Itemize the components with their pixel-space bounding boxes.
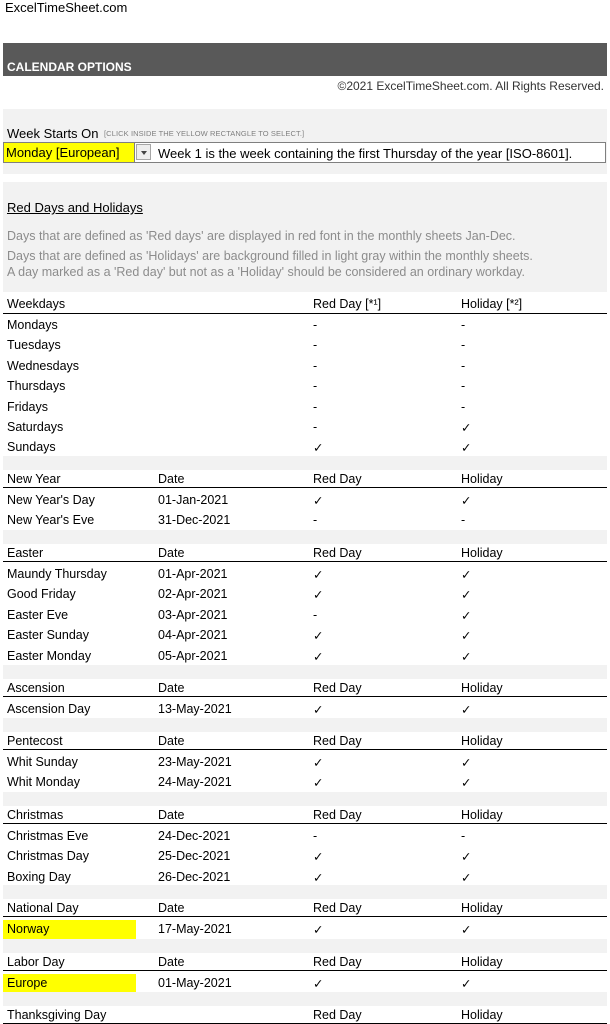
holiday-cell[interactable]: ✓: [461, 776, 472, 791]
red-day-cell[interactable]: -: [313, 420, 318, 434]
holiday-date: 25-Dec-2021: [158, 849, 231, 864]
holiday-date: 31-Dec-2021: [158, 513, 231, 528]
holiday-cell[interactable]: -: [461, 399, 466, 414]
red-day-cell[interactable]: -: [313, 513, 318, 528]
holiday-name: Christmas Eve: [7, 829, 89, 843]
red-day-column-header: Red Day [*¹]: [313, 297, 382, 311]
copyright-notice: ©2021 ExcelTimeSheet.com. All Rights Reserved.: [337, 79, 604, 93]
group-spacer: [3, 530, 607, 544]
holiday-cell[interactable]: ✓: [461, 756, 472, 770]
red-day-column-header: Red Day: [313, 681, 362, 695]
holiday-cell[interactable]: -: [461, 379, 466, 394]
holiday-date: 01-May-2021: [158, 976, 232, 990]
red-day-cell[interactable]: ✓: [313, 588, 324, 603]
red-days-info-line: Days that are defined as 'Red days' are displayed in red font in the monthly sheets Jan-Dec.: [7, 229, 516, 243]
date-column-header: Date: [158, 734, 185, 748]
holiday-date: 05-Apr-2021: [158, 648, 228, 663]
header-divider: [3, 970, 607, 971]
holiday-date: 24-May-2021: [158, 775, 232, 790]
holiday-date: 03-Apr-2021: [158, 607, 228, 622]
week-start-label: Week Starts On: [7, 126, 99, 141]
holiday-name: Whit Sunday: [7, 755, 78, 769]
holiday-name: New Year's Eve: [7, 513, 95, 528]
red-day-column-header: Red Day: [313, 734, 362, 748]
group-spacer: [3, 939, 607, 953]
group-header: Christmas: [7, 808, 64, 822]
holiday-column-header: Holiday: [461, 734, 503, 748]
group-spacer: [3, 456, 607, 470]
group-spacer: [3, 992, 607, 1006]
red-days-info-line: A day marked as a 'Red day' but not as a 'Holiday' should be considered an ordinary workday.: [7, 265, 525, 279]
red-day-cell[interactable]: -: [313, 358, 318, 373]
holiday-name: New Year's Day: [7, 493, 95, 507]
holiday-cell[interactable]: ✓: [461, 568, 472, 582]
group-spacer: [3, 665, 607, 679]
holiday-name: Maundy Thursday: [7, 567, 107, 581]
header-divider: [3, 916, 607, 917]
red-day-cell[interactable]: ✓: [313, 870, 324, 885]
red-day-cell[interactable]: -: [313, 338, 318, 353]
weekday-name: Saturdays: [7, 420, 64, 434]
red-day-column-header: Red Day: [313, 901, 362, 915]
holiday-cell[interactable]: ✓: [461, 629, 472, 644]
holiday-column-header: Holiday: [461, 808, 503, 822]
red-day-column-header: Red Day: [313, 546, 362, 560]
holiday-cell[interactable]: ✓: [461, 588, 472, 603]
date-column-header: Date: [158, 901, 185, 915]
site-name: ExcelTimeSheet.com: [5, 0, 128, 15]
holiday-column-header: Holiday: [461, 901, 503, 915]
header-divider: [3, 696, 607, 697]
holiday-date: 17-May-2021: [158, 922, 232, 936]
week-start-hint: [CLICK INSIDE THE YELLOW RECTANGLE TO SELECT.]: [104, 129, 305, 138]
group-header: National Day: [7, 901, 79, 915]
holiday-name: Easter Eve: [7, 607, 69, 622]
group-header: Ascension: [7, 681, 65, 695]
holiday-date: 13-May-2021: [158, 702, 232, 716]
holiday-name[interactable]: Norway: [7, 922, 50, 936]
red-day-cell[interactable]: ✓: [313, 441, 324, 456]
group-header: New Year: [7, 472, 61, 486]
red-day-cell[interactable]: ✓: [313, 850, 324, 865]
header-divider: [3, 823, 607, 824]
holiday-date: 26-Dec-2021: [158, 869, 231, 884]
red-day-cell[interactable]: -: [313, 318, 318, 332]
holiday-cell[interactable]: -: [461, 338, 466, 353]
holiday-date: 01-Apr-2021: [158, 567, 228, 581]
header-divider: [3, 561, 607, 562]
date-column-header: Date: [158, 681, 185, 695]
red-day-cell[interactable]: ✓: [313, 703, 324, 717]
week-start-select[interactable]: [4, 143, 135, 162]
holiday-cell[interactable]: ✓: [461, 421, 472, 435]
red-days-title: Red Days and Holidays: [7, 200, 143, 215]
holiday-cell[interactable]: ✓: [461, 850, 472, 865]
red-day-column-header: Red Day: [313, 472, 362, 486]
holiday-cell[interactable]: -: [461, 829, 466, 843]
red-day-cell[interactable]: ✓: [313, 568, 324, 582]
header-divider: [3, 749, 607, 750]
weekday-name: Mondays: [7, 318, 58, 332]
holiday-cell[interactable]: -: [461, 318, 466, 332]
section-header-bar: [3, 43, 607, 76]
header-divider: [3, 487, 607, 488]
holiday-date: 01-Jan-2021: [158, 493, 229, 507]
dropdown-arrow-icon[interactable]: [136, 144, 151, 160]
week-start-value: Monday [European]: [6, 145, 120, 160]
weekday-name: Fridays: [7, 399, 48, 414]
red-day-cell[interactable]: ✓: [313, 649, 324, 664]
holiday-cell[interactable]: ✓: [461, 649, 472, 664]
red-day-column-header: Red Day: [313, 1008, 362, 1022]
weekday-name: Wednesdays: [7, 358, 80, 373]
holiday-name: Good Friday: [7, 587, 76, 602]
holiday-column-header: Holiday: [461, 546, 503, 560]
weekdays-header: Weekdays: [7, 297, 66, 311]
red-days-info-line: Days that are defined as 'Holidays' are background filled in light gray within the monthly sheets.: [7, 249, 533, 263]
red-day-cell[interactable]: ✓: [313, 629, 324, 644]
holiday-cell[interactable]: ✓: [461, 703, 472, 717]
red-day-cell[interactable]: -: [313, 399, 318, 414]
holiday-name: Ascension Day: [7, 702, 91, 716]
holiday-cell[interactable]: -: [461, 513, 466, 528]
holiday-name: Whit Monday: [7, 775, 80, 790]
red-day-cell[interactable]: -: [313, 607, 318, 622]
group-spacer: [3, 718, 607, 732]
holiday-column-header: Holiday: [461, 955, 503, 969]
red-day-cell[interactable]: ✓: [313, 494, 324, 508]
holiday-column-header: Holiday: [461, 1008, 503, 1022]
red-day-column-header: Red Day: [313, 808, 362, 822]
group-header: Pentecost: [7, 734, 63, 748]
holiday-name: Easter Monday: [7, 648, 92, 663]
group-spacer: [3, 885, 607, 899]
group-header: Thanksgiving Day: [7, 1008, 107, 1022]
holiday-date: 04-Apr-2021: [158, 628, 228, 643]
date-column-header: Date: [158, 808, 185, 822]
red-day-cell[interactable]: -: [313, 379, 318, 394]
holiday-date: 02-Apr-2021: [158, 587, 228, 602]
red-day-column-header: Red Day: [313, 955, 362, 969]
week-start-description: Week 1 is the week containing the first Thursday of the year [ISO-8601].: [158, 146, 573, 161]
red-day-cell[interactable]: ✓: [313, 776, 324, 791]
header-divider: [3, 313, 607, 314]
holiday-name: Easter Sunday: [7, 628, 89, 643]
weekday-name: Tuesdays: [7, 338, 61, 353]
group-header: Labor Day: [7, 955, 65, 969]
red-day-cell[interactable]: ✓: [313, 756, 324, 770]
holiday-date: 23-May-2021: [158, 755, 232, 769]
holiday-cell[interactable]: ✓: [461, 441, 472, 456]
holiday-cell[interactable]: ✓: [461, 977, 472, 991]
holiday-date: 24-Dec-2021: [158, 829, 231, 843]
date-column-header: Date: [158, 472, 185, 486]
group-header: Easter: [7, 546, 44, 560]
red-day-cell[interactable]: -: [313, 829, 318, 843]
weekday-name: Thursdays: [7, 379, 66, 394]
holiday-column-header: Holiday: [461, 472, 503, 486]
red-day-cell[interactable]: ✓: [313, 923, 324, 937]
holiday-cell[interactable]: ✓: [461, 870, 472, 885]
holiday-cell[interactable]: ✓: [461, 923, 472, 937]
holiday-column-header: Holiday: [461, 681, 503, 695]
holiday-name[interactable]: Europe: [7, 976, 48, 990]
date-column-header: Date: [158, 955, 185, 969]
red-day-cell[interactable]: ✓: [313, 977, 324, 991]
weekday-name: Sundays: [7, 440, 56, 455]
holiday-cell[interactable]: ✓: [461, 494, 472, 508]
holiday-name: Boxing Day: [7, 869, 71, 884]
holiday-column-header: Holiday [*²]: [461, 297, 523, 311]
holiday-name: Christmas Day: [7, 849, 89, 864]
holiday-cell[interactable]: -: [461, 358, 466, 373]
date-column-header: Date: [158, 546, 185, 560]
holiday-cell[interactable]: ✓: [461, 608, 472, 623]
section-header-title: CALENDAR OPTIONS: [7, 60, 132, 74]
group-spacer: [3, 792, 607, 806]
